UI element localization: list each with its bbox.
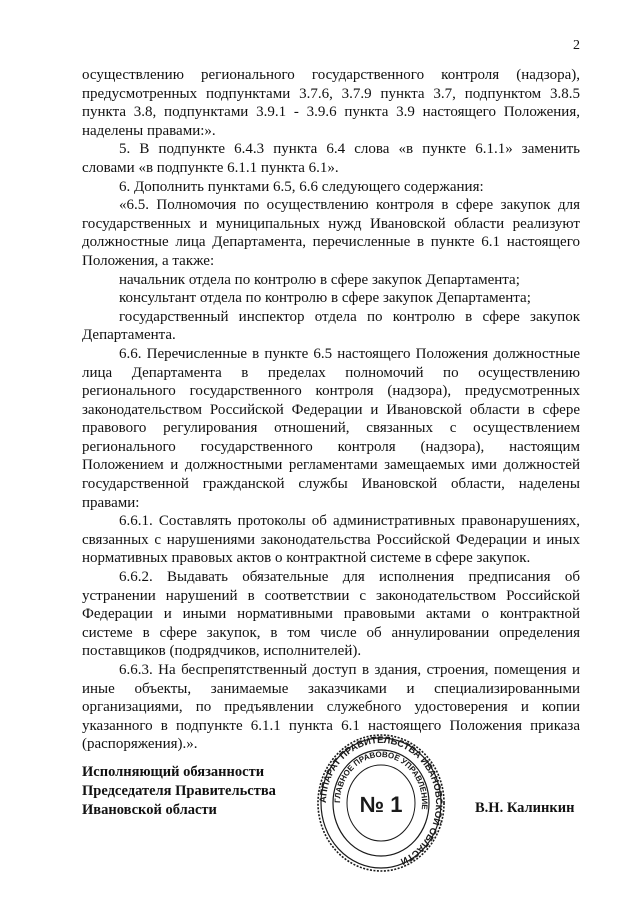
- paragraph: 6.6.1. Составлять протоколы об административных правонарушениях, связанных с нарушениями законодательства Российской Федерации и иных нормативных правовых актов о контрактной системе в сфере закупок.: [82, 513, 580, 567]
- official-seal: [316, 733, 446, 873]
- signer-position-line: Председателя Правительства: [82, 783, 276, 799]
- paragraph: 6.6.2. Выдавать обязательные для исполнения предписания об устранении нарушений в соответствии с законодательством Российской Федерации и иными нормативными правовыми актами о контрактной системе в сфере закупок, в том числе об аннулировании определения поставщиков (подрядчиков, исполнителей).: [82, 569, 580, 660]
- page-number: 2: [573, 38, 580, 53]
- signer-position-line: Исполняющий обязанности: [82, 764, 265, 780]
- paragraph: 6.6.3. На беспрепятственный доступ в здания, строения, помещения и иные объекты, занимаемые заказчиками и специализированными организациями, по предъявлении служебного удостоверения и копии указанного в подпункте 6.1.1 пункта 6.1 настоящего Положения приказа (распоряжения).».: [82, 662, 580, 753]
- signer-name: В.Н. Калинкин: [475, 800, 575, 816]
- list-item: консультант отдела по контролю в сфере закупок Департамента;: [119, 290, 531, 307]
- seal-inner-text: ГЛАВНОЕ ПРАВОВОЕ УПРАВЛЕНИЕ: [332, 749, 430, 810]
- seal-outer-text: АППАРАТ ПРАВИТЕЛЬСТВА ИВАНОВСКОЙ ОБЛАСТИ: [317, 734, 445, 867]
- paragraph: 5. В подпункте 6.4.3 пункта 6.4 слова «в пункте 6.1.1» заменить словами «в подпункте 6.1.1 пункта 6.1».: [82, 141, 580, 176]
- list-item: начальник отдела по контролю в сфере закупок Департамента;: [119, 271, 520, 288]
- document-body: [82, 66, 580, 754]
- seal-number: № 1: [359, 792, 403, 817]
- paragraph: осуществлению регионального государственного контроля (надзора), предусмотренных подпунктами 3.7.6, 3.7.9 пункта 3.7, подпунктом 3.8.5 пункта 3.8, подпунктами 3.9.1 - 3.9.6 пункта 3.9 настоящего Положения, наделены правами:».: [82, 67, 580, 139]
- paragraph: «6.5. Полномочия по осуществлению контроля в сфере закупок для государственных и муниципальных нужд Ивановской области реализуют должностные лица Департамента, перечисленные в пункте 6.1 настоящего Положения, а также:: [82, 197, 580, 269]
- signature-block: [82, 763, 276, 820]
- paragraph: 6. Дополнить пунктами 6.5, 6.6 следующего содержания:: [119, 178, 484, 195]
- list-item: государственный инспектор отдела по контролю в сфере закупок Департамента.: [82, 308, 580, 344]
- paragraph: 6.6. Перечисленные в пункте 6.5 настоящего Положения должностные лица Департамента в пределах полномочий по осуществлению регионального государственного контроля (надзора), предусмотренных законодательством Российской Федерации и Ивановской области в сфере правового регулирования отношений, связанных с осуществлением регионального государственного контроля (надзора), настоящим Положением и должностными регламентами замещаемых ими должностей государственной гражданской службы Ивановской области, наделены правами:: [82, 345, 580, 511]
- signer-position-line: Ивановской области: [82, 802, 217, 818]
